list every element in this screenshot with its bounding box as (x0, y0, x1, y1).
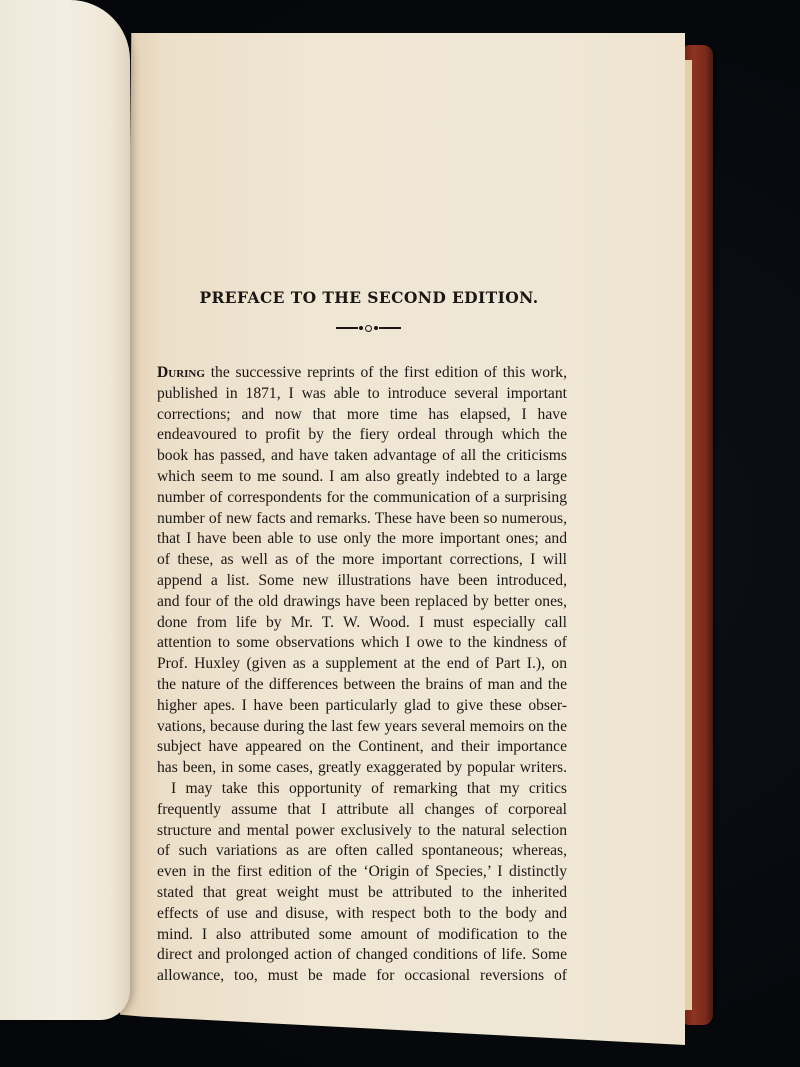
text-line: done from life by Mr. T. W. Wood. I must especially call (157, 613, 567, 631)
text-line: allowance, too, must be made for occasional reversions of (157, 967, 567, 985)
text-line: mind. I also attributed some amount of modification to the (157, 925, 567, 943)
text-line: higher apes. I have been particularly glad to give these obser- (157, 696, 567, 714)
dropcap-word: During (157, 364, 205, 381)
text-line: effects of use and disuse, with respect both to the body and (157, 904, 567, 922)
text-line: stated that great weight must be attributed to the inherited (157, 883, 567, 901)
text-line: number of new facts and remarks. These have been so numerous, (157, 509, 567, 527)
text-line: which seem to me sound. I am also greatly indebted to a large (157, 467, 567, 485)
text-line: number of correspondents for the communication of a surprising (157, 488, 567, 506)
text-line: append a list. Some new illustrations have been introduced, (157, 571, 567, 589)
text-line: subject have appeared on the Continent, and their importance (157, 738, 567, 756)
text-line: Prof. Huxley (given as a supplement at the end of Part I.), on (157, 655, 567, 673)
text-line: even in the first edition of the ‘Origin of Species,’ I distinctly (157, 863, 567, 881)
text-line: the nature of the differences between the brains of man and the (157, 675, 567, 693)
text-line: direct and prolonged action of changed conditions of life. Some (157, 946, 567, 964)
preface-body (157, 363, 567, 987)
text-line: frequently assume that I attribute all changes of corporeal (157, 800, 567, 818)
text-line: During the successive reprints of the first edition of this work, (157, 364, 567, 381)
text-line: has been, in some cases, greatly exaggerated by popular writers. (157, 759, 567, 777)
ornament-divider-icon (169, 323, 567, 333)
text-line: that I have been able to use only the more important ones; and (157, 530, 567, 548)
text-line: of these, as well as of the more important corrections, I will (157, 551, 567, 569)
page-title: PREFACE TO THE SECOND EDITION. (199, 288, 539, 307)
text-line: vations, because during the last few years several memoirs on the (157, 717, 567, 735)
text-line: and four of the old drawings have been replaced by better ones, (157, 592, 567, 610)
text-line: structure and mental power exclusively to the natural selection (157, 821, 567, 839)
text-line: I may take this opportunity of remarking that my critics (171, 779, 567, 797)
text-line: of such variations as are often called spontaneous; whereas, (157, 842, 567, 860)
text-line: attention to some observations which I owe to the kindness of (157, 634, 567, 652)
text-line: published in 1871, I was able to introduce several important (157, 384, 567, 402)
text-line: book has passed, and have taken advantage of all the criticisms (157, 447, 567, 465)
text-line: endeavoured to profit by the fiery ordeal through which the (157, 426, 567, 444)
left-page-curl (0, 0, 130, 1020)
text-line: corrections; and now that more time has elapsed, I have (157, 405, 567, 423)
page-content (157, 280, 567, 987)
